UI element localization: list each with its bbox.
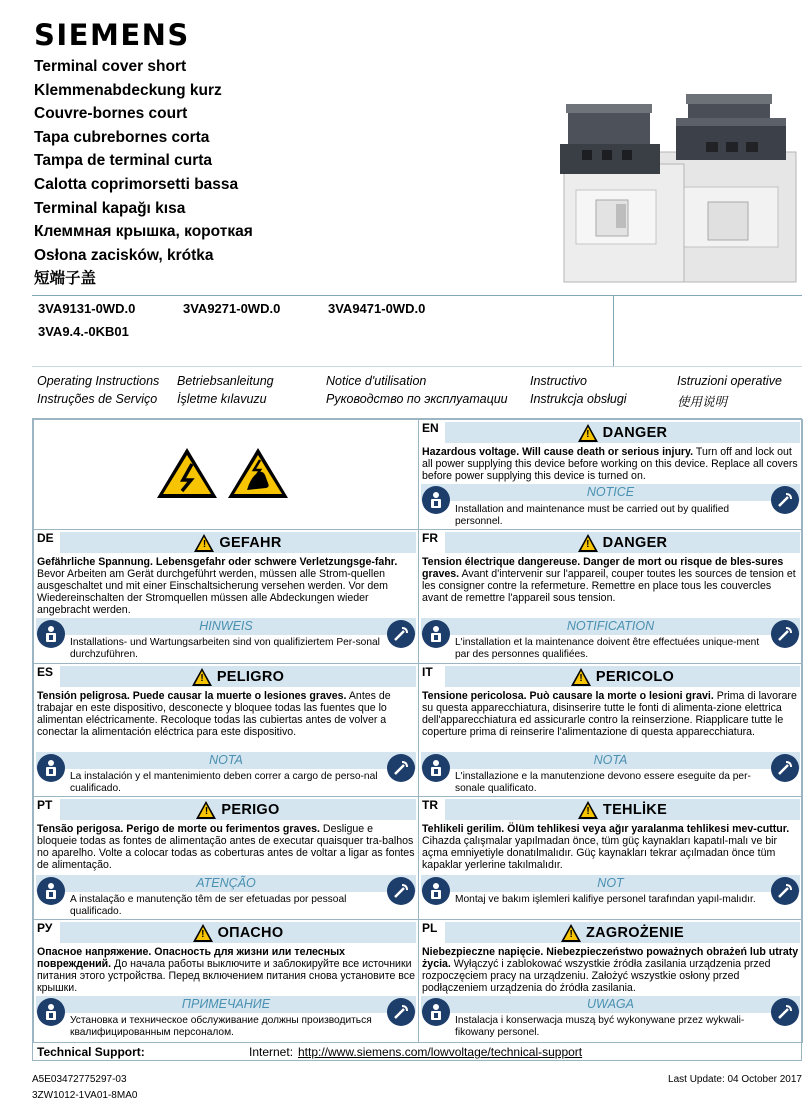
read-manual-icon xyxy=(387,620,415,648)
danger-label: PELIGRO xyxy=(216,668,285,685)
section-ru xyxy=(33,919,419,1043)
danger-label: GEFAHR xyxy=(219,534,282,551)
danger-bold: Tensione pericolosa. Può causare la morte o lesioni gravi. xyxy=(422,690,714,702)
warning-triangle-icon: ! xyxy=(192,668,212,686)
notice-text: Installation and maintenance must be carried out by qualified personnel. xyxy=(455,504,730,527)
read-manual-icon xyxy=(771,486,799,514)
notice-bar: ПРИМЕЧАНИЕ xyxy=(36,996,416,1013)
qualified-personnel-icon xyxy=(422,877,450,905)
notice-text: La instalación y el mantenimiento deben correr a cargo de perso-nal cualificado. xyxy=(70,771,378,794)
notice-text: L'installation et la maintenance doivent être effectuées unique-ment par des personnes qualifiées. xyxy=(455,637,760,660)
danger-header xyxy=(60,799,416,820)
safety-grid xyxy=(32,418,802,1061)
danger-body: Turn off and lock out all power supplying this device before working on this device. Replace all covers before power supplying this device is turned on. xyxy=(422,446,798,482)
read-manual-icon xyxy=(387,754,415,782)
lang-code: EN xyxy=(422,421,439,435)
danger-label: PERICOLO xyxy=(595,668,675,685)
warning-triangle-icon: ! xyxy=(561,924,581,942)
notice-text: Montaj ve bakım işlemleri kalifiye personel tarafından yapıl-malıdır. xyxy=(455,894,756,905)
danger-header xyxy=(445,922,800,943)
danger-bold: Hazardous voltage. Will cause death or serious injury. xyxy=(422,446,694,458)
danger-bold: Tension électrique dangereuse. Danger de mort ou risque de bles-sures graves. xyxy=(422,556,784,580)
notice-text: A instalação e manutenção têm de ser efetuadas por pessoal qualificado. xyxy=(70,894,347,917)
danger-text xyxy=(422,946,799,994)
lang-code: PT xyxy=(37,798,53,812)
instruction-label: Notice d'utilisation xyxy=(326,374,427,388)
notice-bar: UWAGA xyxy=(421,996,800,1013)
warning-symbols xyxy=(33,419,419,530)
warning-triangle-icon: ! xyxy=(571,668,591,686)
instruction-label: 使用说明 xyxy=(677,395,728,409)
part-number: 3VA9271-0WD.0 xyxy=(183,301,281,316)
title: Calotta coprimorsetti bassa xyxy=(34,175,239,193)
instruction-label: Betriebsanleitung xyxy=(177,374,274,388)
notice-text: Installations- und Wartungsarbeiten sind von qualifiziertem Per-sonal durchzuführen. xyxy=(70,637,380,660)
qualified-personnel-icon xyxy=(422,998,450,1026)
danger-body: Desligue e bloqueie todas as fontes de alimentação antes de executar quaisquer tra-balhos no aparelho. Volte a colocar todas as coberturas antes de voltar a ligar as fontes de alimentação. xyxy=(37,823,415,871)
section-pt xyxy=(33,796,419,920)
part-number: 3VA9471-0WD.0 xyxy=(328,301,426,316)
instruction-label: Instrukcja obsługi xyxy=(530,392,627,406)
danger-text xyxy=(422,823,799,871)
notice-text: Установка и техническое обслуживание должны производиться квалифицированным персоналом. xyxy=(70,1015,372,1038)
danger-body: До начала работы выключите и заблокируйте все источники питания этого устройства. Перед включением питания снова установите все крышки. xyxy=(37,958,415,994)
internet-label: Internet: xyxy=(249,1045,294,1059)
danger-bold: Опасное напряжение. Опасность для жизни или телесных повреждений. xyxy=(37,946,346,970)
read-manual-icon xyxy=(771,998,799,1026)
notice-bar: NOTIFICATION xyxy=(421,618,800,635)
instruction-label: Operating Instructions xyxy=(37,374,160,388)
hazard-icons xyxy=(34,420,419,530)
danger-header xyxy=(445,532,800,553)
lang-code: PL xyxy=(422,921,438,935)
title: Couvre-bornes court xyxy=(34,105,188,123)
danger-header xyxy=(60,666,416,687)
qualified-personnel-icon xyxy=(37,877,65,905)
danger-body: Bevor Arbeiten am Gerät durchgeführt werden, müssen alle Strom-quellen ausgeschaltet und mit einer Einschaltsicherung versehen werden. Vor dem Wiedereinschalten der Stromquellen müssen alle Abdeckungen wieder angebracht werden. xyxy=(37,568,388,616)
read-manual-icon xyxy=(387,998,415,1026)
notice-bar: NOTA xyxy=(36,752,416,769)
qualified-personnel-icon xyxy=(37,620,65,648)
warning-triangle-icon: ! xyxy=(578,424,598,442)
instruction-label: Instructivo xyxy=(530,374,587,388)
qualified-personnel-icon xyxy=(37,754,65,782)
danger-bold: Tensão perigosa. Perigo de morte ou ferimentos graves. xyxy=(37,823,320,835)
section-en xyxy=(418,419,803,530)
notice-bar: NOTICE xyxy=(421,484,800,501)
warning-triangle-icon: ! xyxy=(578,534,598,552)
read-manual-icon xyxy=(771,620,799,648)
lang-code: IT xyxy=(422,665,433,679)
support-label: Technical Support: xyxy=(37,1045,145,1059)
title-list xyxy=(34,55,374,291)
lang-code: FR xyxy=(422,531,438,545)
danger-body: Prima di lavorare su questa apparecchiatura, disinserire tutte le fonti di alimenta-zione elettrica dell'apparecchiatura ed assicurarle contro la reinserzione. Riapplicare tutte le coperture prima di reinserire l'alimentazione di questa apparecchiatura. xyxy=(422,690,797,738)
danger-header xyxy=(60,532,416,553)
title: Tapa cubrebornes corta xyxy=(34,128,210,146)
danger-label: ОПАСНО xyxy=(217,924,284,941)
danger-header xyxy=(445,799,800,820)
instruction-label: İşletme kılavuzu xyxy=(177,392,267,406)
instruction-label: Instruções de Serviço xyxy=(37,392,158,406)
notice-text: Instalacja i konserwacja muszą być wykonywane przez wykwali-fikowany personel. xyxy=(455,1015,745,1038)
section-es xyxy=(33,663,419,797)
section-fr xyxy=(418,529,803,664)
section-pl xyxy=(418,919,803,1043)
danger-text xyxy=(37,690,415,738)
title: Terminal cover short xyxy=(34,58,187,75)
lang-code: РУ xyxy=(37,921,53,935)
notice-text: L'installazione e la manutenzione devono essere eseguite da per-sonale qualificato. xyxy=(455,771,751,794)
read-manual-icon xyxy=(771,877,799,905)
warning-triangle-icon: ! xyxy=(193,924,213,942)
part-number: 3VA9131-0WD.0 xyxy=(38,301,136,316)
danger-text xyxy=(37,946,415,994)
warning-triangle-icon: ! xyxy=(194,534,214,552)
danger-header xyxy=(60,922,416,943)
read-manual-icon xyxy=(387,877,415,905)
danger-label: ZAGROŻENIE xyxy=(585,924,685,941)
danger-text xyxy=(422,446,799,482)
support-link[interactable]: http://www.siemens.com/lowvoltage/technical-support xyxy=(298,1045,583,1059)
notice-bar: ATENÇÃO xyxy=(36,875,416,892)
title: Tampa de terminal curta xyxy=(34,152,213,170)
part-number: 3VA9.4.-0KB01 xyxy=(38,324,129,339)
danger-text xyxy=(37,823,415,871)
qualified-personnel-icon xyxy=(422,486,450,514)
danger-header xyxy=(445,666,800,687)
lang-code: DE xyxy=(37,531,54,545)
document-code: 3ZW1012-1VA01-8MA0 xyxy=(32,1090,138,1101)
title: Terminal kapağı kısa xyxy=(34,199,186,217)
danger-text xyxy=(37,556,415,616)
title: 短端子盖 xyxy=(34,270,97,288)
document-number: A5E03472775297-03 xyxy=(32,1074,127,1085)
section-tr xyxy=(418,796,803,920)
danger-bold: Tensión peligrosa. Puede causar la muerte o lesiones graves. xyxy=(37,690,347,702)
section-it xyxy=(418,663,803,797)
notice-bar: HINWEIS xyxy=(36,618,416,635)
danger-bold: Gefährliche Spannung. Lebensgefahr oder schwere Verletzungsge-fahr. xyxy=(37,556,398,568)
danger-label: PERIGO xyxy=(221,801,280,818)
danger-body: Cihazda çalışmalar yapılmadan önce, tüm güç kaynakları kapatıl-malı ve bir açma emniyetiyle donatılmalıdır. Güç kaynakları tekrar açılmadan önce tüm kapaklar yerlerine takılmalıdır. xyxy=(422,835,778,871)
title: Osłona zacisków, krótka xyxy=(34,246,214,264)
instruction-label: Руководство по эксплуатации xyxy=(326,392,508,406)
siemens-logo: SIEMENS xyxy=(34,18,190,52)
warning-triangle-icon: ! xyxy=(578,801,598,819)
danger-header xyxy=(445,422,800,443)
danger-bold: Niebezpieczne napięcie. Niebezpieczeństwo poważnych obrażeń lub utraty życia. xyxy=(422,946,799,970)
danger-text xyxy=(422,556,799,604)
lang-code: TR xyxy=(422,798,438,812)
instruction-label: Istruzioni operative xyxy=(677,374,782,388)
notice-bar: NOT xyxy=(421,875,800,892)
warning-triangle-icon: ! xyxy=(196,801,216,819)
product-illustration xyxy=(558,92,804,284)
danger-text xyxy=(422,690,799,738)
danger-bold: Tehlikeli gerilim. Ölüm tehlikesi veya ağır yaralanma tehlikesi mev-cuttur. xyxy=(422,823,790,835)
danger-body: Wyłączyć i zablokować wszystkie źródła zasilania urządzenia przed rozpoczęciem pracy na urządzeniu. Założyć wszystkie osłony przed podłączeniem urządzenia do źródła zasilania. xyxy=(422,958,771,994)
danger-label: TEHLİKE xyxy=(602,801,668,818)
danger-body: Antes de trabajar en este dispositivo, desconecte y bloquee todas las fuentes que lo alimentan eléctricamente. Recoloque todas las cubiertas antes de volver a conectar la alimentación eléctrica para este dispositivo. xyxy=(37,690,391,738)
danger-label: DANGER xyxy=(602,424,668,441)
danger-body: Avant d'intervenir sur l'appareil, couper toutes les sources de tension et les consigner contre la refermeture. Remettre en place tous les couvercles avant de remettre l'appareil sous tension. xyxy=(422,568,796,604)
title: Klemmenabdeckung kurz xyxy=(34,81,222,99)
last-update: Last Update: 04 October 2017 xyxy=(668,1074,802,1085)
lang-code: ES xyxy=(37,665,54,679)
section-de xyxy=(33,529,419,664)
qualified-personnel-icon xyxy=(37,998,65,1026)
qualified-personnel-icon xyxy=(422,620,450,648)
read-manual-icon xyxy=(771,754,799,782)
qualified-personnel-icon xyxy=(422,754,450,782)
technical-support-row xyxy=(32,1042,802,1061)
danger-label: DANGER xyxy=(602,534,668,551)
notice-bar: NOTA xyxy=(421,752,800,769)
title: Клеммная крышка, короткая xyxy=(34,223,253,241)
